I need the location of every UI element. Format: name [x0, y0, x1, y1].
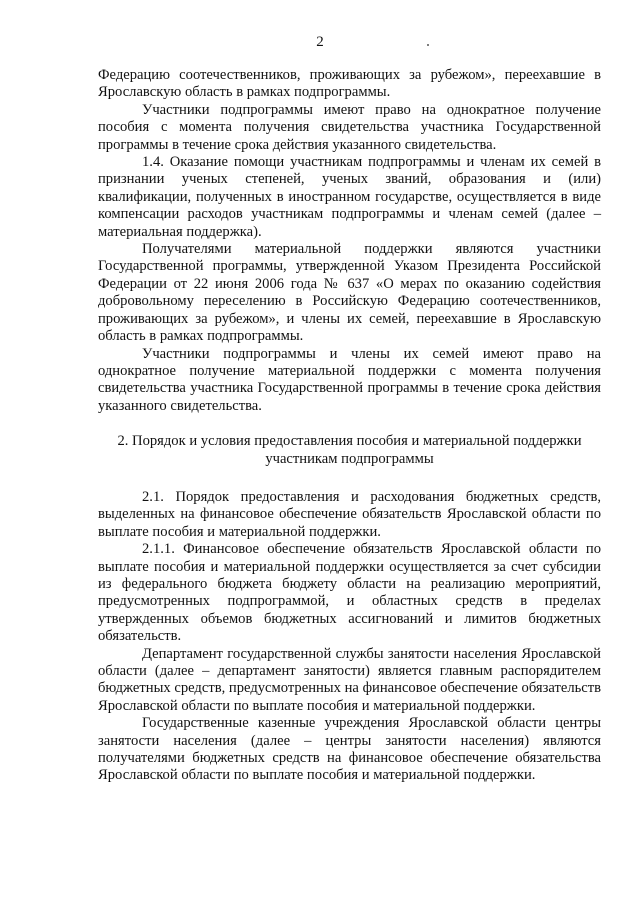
section-heading-line-2: участникам подпрограммы: [265, 450, 434, 467]
paragraph-continuation: Федерацию соотечественников, проживающих за рубежом», переехавшие в Ярославскую область в рамках подпрограммы.: [98, 67, 601, 101]
paragraph-employment-centers: Государственные казенные учреждения Ярославской области центры занятости населения (далее – центры занятости населения) являются получателями бюджетных средств на финансовое обеспечение обязательства Ярославской области по выплате пособия и материальной поддержки.: [98, 715, 601, 784]
page-number: 2: [316, 34, 324, 50]
document-body: [98, 67, 601, 785]
paragraph-1-4: 1.4. Оказание помощи участникам подпрограммы и членам их семей в признании ученых степеней, ученых званий, образования и (или) квалификации, полученных в иностранном государстве, осуществляется в виде компенсации расходов участникам подпрограммы и членам семей (далее – материальная поддержка).: [98, 154, 601, 240]
scan-speck: [427, 44, 429, 46]
paragraph-department: Департамент государственной службы занятости населения Ярославской области (далее – департамент занятости) является главным распорядителем бюджетных средств, предусмотренных на финансовое обеспечение обязательств Ярославской области по выплате пособия и материальной поддержки.: [98, 645, 601, 714]
paragraph-allowance-right: Участники подпрограммы имеют право на однократное получение пособия с момента получения свидетельства участника Государственной программы в течение срока действия указанного свидетельства.: [98, 101, 601, 153]
paragraph-support-recipients: Получателями материальной поддержки являются участники Государственной программы, утвержденной Указом Президента Российской Федерации от 22 июня 2006 года № 637 «О мерах по оказанию содействия добровольному переселению в Российскую Федерацию соотечественников, проживающих за рубежом», и члены их семей, переехавшие в Ярославскую область в рамках подпрограммы.: [98, 241, 601, 345]
paragraph-2-1-1: 2.1.1. Финансовое обеспечение обязательств Ярославской области по выплате пособия и материальной поддержки осуществляется за счет субсидии из федерального бюджета бюджету области на реализацию мероприятий, предусмотренных подпрограммой, и областных средств в пределах утвержденных объемов бюджетных ассигнований и лимитов бюджетных обязательств.: [98, 541, 601, 645]
paragraph-2-1: 2.1. Порядок предоставления и расходования бюджетных средств, выделенных на финансовое обеспечение обязательств Ярославской области по выплате пособия и материальной поддержки.: [98, 488, 601, 540]
section-heading-line-1: 2. Порядок и условия предоставления пособия и материальной поддержки: [117, 433, 582, 450]
paragraph-support-right: Участники подпрограммы и члены их семей имеют право на однократное получение материальной поддержки с момента получения свидетельства участника Государственной программы в течение срока действия указанного свидетельства.: [98, 345, 601, 414]
section-heading-2: [98, 433, 601, 468]
